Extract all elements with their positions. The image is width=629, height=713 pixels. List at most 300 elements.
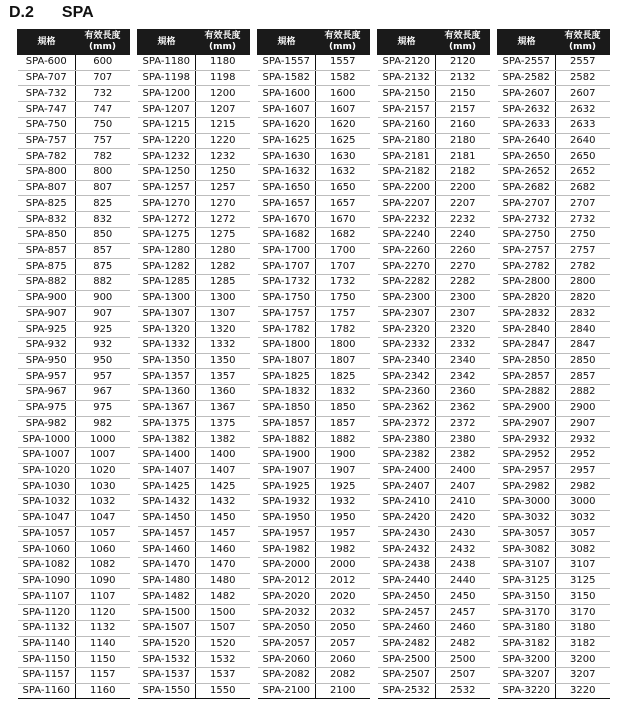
table-row [138,227,250,243]
length-cell: 2900 [556,400,610,416]
length-cell: 1732 [316,275,370,291]
length-header-unit: (mm) [569,42,596,52]
spec-cell: SPA-1932 [258,495,316,511]
table-row [378,196,490,212]
spec-cell: SPA-2082 [258,668,316,684]
length-cell: 2340 [436,353,490,369]
spec-cell: SPA-2182 [378,165,436,181]
length-cell: 1850 [316,400,370,416]
length-cell: 2082 [316,668,370,684]
spec-cell: SPA-1140 [18,636,76,652]
header-row [498,30,610,55]
length-cell: 1450 [196,510,250,526]
length-cell: 2650 [556,149,610,165]
spec-cell: SPA-925 [18,322,76,338]
table-row [378,605,490,621]
spec-cell: SPA-2120 [378,55,436,71]
spec-cell: SPA-750 [18,117,76,133]
table-row [138,447,250,463]
spec-cell: SPA-1157 [18,668,76,684]
length-cell: 2607 [556,86,610,102]
length-cell: 2847 [556,337,610,353]
table-row [498,416,610,432]
table-row [18,589,130,605]
spec-cell: SPA-2050 [258,620,316,636]
length-cell: 1825 [316,369,370,385]
length-cell: 857 [76,243,130,259]
length-cell: 1800 [316,337,370,353]
spec-cell: SPA-2012 [258,573,316,589]
length-cell: 1982 [316,542,370,558]
header-row [378,30,490,55]
table-row [378,212,490,228]
table-row [378,337,490,353]
length-cell: 3220 [556,683,610,699]
table-row [18,558,130,574]
table-row [258,416,370,432]
spec-cell: SPA-1607 [258,102,316,118]
table-row [378,447,490,463]
spec-cell: SPA-1682 [258,227,316,243]
spec-cell: SPA-2432 [378,542,436,558]
table-row [138,290,250,306]
header-row [258,30,370,55]
table-row [258,290,370,306]
length-cell: 1900 [316,447,370,463]
length-cell: 2320 [436,322,490,338]
table-row [498,306,610,322]
length-cell: 2200 [436,180,490,196]
spec-cell: SPA-1350 [138,353,196,369]
length-cell: 2240 [436,227,490,243]
table-row [498,117,610,133]
spec-cell: SPA-1215 [138,117,196,133]
length-cell: 1957 [316,526,370,542]
table-row [258,322,370,338]
spec-cell: SPA-1425 [138,479,196,495]
table-row [498,620,610,636]
spec-cell: SPA-1232 [138,149,196,165]
table-row [18,620,130,636]
spec-cell: SPA-2707 [498,196,556,212]
table-row [18,212,130,228]
length-cell: 2840 [556,322,610,338]
table-row [18,133,130,149]
length-cell: 2557 [556,55,610,71]
length-column-header [196,30,250,55]
spec-cell: SPA-1057 [18,526,76,542]
table-row [378,227,490,243]
spec-cell: SPA-1800 [258,337,316,353]
length-cell: 1060 [76,542,130,558]
spec-cell: SPA-1550 [138,683,196,699]
length-cell: 1232 [196,149,250,165]
table-row [138,526,250,542]
spec-cell: SPA-2032 [258,605,316,621]
length-cell: 2032 [316,605,370,621]
length-cell: 800 [76,165,130,181]
length-cell: 975 [76,400,130,416]
spec-cell: SPA-732 [18,86,76,102]
spec-cell: SPA-1332 [138,337,196,353]
spec-cell: SPA-2100 [258,683,316,699]
length-cell: 1750 [316,290,370,306]
spec-cell: SPA-1470 [138,558,196,574]
length-cell: 1857 [316,416,370,432]
length-column-header [436,30,490,55]
length-cell: 2782 [556,259,610,275]
spec-column-header: 規格 [138,30,196,55]
length-cell: 757 [76,133,130,149]
spec-cell: SPA-2407 [378,479,436,495]
table-row [258,385,370,401]
table-row [258,227,370,243]
table-row [498,70,610,86]
length-cell: 2207 [436,196,490,212]
length-cell: 2400 [436,463,490,479]
spec-column-header: 規格 [498,30,556,55]
spec-cell: SPA-3082 [498,542,556,558]
length-cell: 1757 [316,306,370,322]
length-cell: 2882 [556,385,610,401]
spec-cell: SPA-3180 [498,620,556,636]
table-row [138,353,250,369]
table-row [378,306,490,322]
length-cell: 750 [76,117,130,133]
length-cell: 832 [76,212,130,228]
length-cell: 3180 [556,620,610,636]
spec-cell: SPA-950 [18,353,76,369]
spec-cell: SPA-1957 [258,526,316,542]
spec-cell: SPA-1757 [258,306,316,322]
spec-cell: SPA-1825 [258,369,316,385]
spec-cell: SPA-600 [18,55,76,71]
table-row [18,117,130,133]
spec-cell: SPA-975 [18,400,76,416]
length-cell: 1470 [196,558,250,574]
spec-cell: SPA-1090 [18,573,76,589]
table-row [378,149,490,165]
length-header-line1: 有效長度 [204,31,241,41]
length-cell: 1150 [76,652,130,668]
table-row [138,400,250,416]
spec-cell: SPA-1207 [138,102,196,118]
length-cell: 1630 [316,149,370,165]
length-cell: 825 [76,196,130,212]
length-cell: 1047 [76,510,130,526]
table-row [138,652,250,668]
table-row [138,337,250,353]
spec-cell: SPA-2532 [378,683,436,699]
table-row [498,149,610,165]
table-row [258,589,370,605]
spec-cell: SPA-2157 [378,102,436,118]
spec-cell: SPA-2650 [498,149,556,165]
length-cell: 1090 [76,573,130,589]
spec-cell: SPA-3150 [498,589,556,605]
length-cell: 1360 [196,385,250,401]
length-cell: 925 [76,322,130,338]
length-header-unit: (mm) [89,42,116,52]
table-row [18,86,130,102]
spec-cell: SPA-2340 [378,353,436,369]
length-cell: 950 [76,353,130,369]
spec-cell: SPA-2000 [258,558,316,574]
table-row [258,259,370,275]
spec-cell: SPA-1060 [18,542,76,558]
length-cell: 2132 [436,70,490,86]
table-row [18,337,130,353]
spec-cell: SPA-800 [18,165,76,181]
spec-cell: SPA-1600 [258,86,316,102]
table-row [378,416,490,432]
spec-cell: SPA-882 [18,275,76,291]
spec-cell: SPA-1657 [258,196,316,212]
spec-cell: SPA-757 [18,133,76,149]
length-cell: 2750 [556,227,610,243]
section-title: SPA [61,4,94,21]
length-cell: 1625 [316,133,370,149]
spec-cell: SPA-2932 [498,432,556,448]
spec-cell: SPA-2438 [378,558,436,574]
table-row [138,605,250,621]
length-cell: 1300 [196,290,250,306]
table-row [498,275,610,291]
table-row [138,369,250,385]
length-cell: 1382 [196,432,250,448]
spec-cell: SPA-3170 [498,605,556,621]
table-row [378,117,490,133]
table-row [378,510,490,526]
spec-cell: SPA-2800 [498,275,556,291]
length-column-header [316,30,370,55]
length-cell: 1632 [316,165,370,181]
table-row [18,510,130,526]
table-row [378,322,490,338]
spec-cell: SPA-1900 [258,447,316,463]
length-cell: 982 [76,416,130,432]
table-row [18,306,130,322]
spec-cell: SPA-1582 [258,70,316,86]
table-row [258,683,370,699]
length-cell: 1375 [196,416,250,432]
spec-cell: SPA-1132 [18,620,76,636]
spec-cell: SPA-1272 [138,212,196,228]
table-row [378,102,490,118]
table-row [18,55,130,71]
length-header-unit: (mm) [329,42,356,52]
table-row [498,589,610,605]
spec-cell: SPA-1480 [138,573,196,589]
spec-cell: SPA-932 [18,337,76,353]
table-row [18,463,130,479]
length-cell: 2020 [316,589,370,605]
length-cell: 782 [76,149,130,165]
spec-cell: SPA-1850 [258,400,316,416]
length-cell: 1457 [196,526,250,542]
table-row [498,447,610,463]
spec-cell: SPA-2320 [378,322,436,338]
length-cell: 2120 [436,55,490,71]
table-row [378,542,490,558]
length-cell: 1120 [76,605,130,621]
length-cell: 2282 [436,275,490,291]
spec-cell: SPA-1030 [18,479,76,495]
table-row [258,432,370,448]
table-row [18,495,130,511]
length-cell: 2332 [436,337,490,353]
spec-cell: SPA-825 [18,196,76,212]
spec-cell: SPA-2380 [378,432,436,448]
table-row [498,369,610,385]
table-row [258,55,370,71]
table-row [498,86,610,102]
spec-cell: SPA-1457 [138,526,196,542]
length-cell: 2012 [316,573,370,589]
length-cell: 2982 [556,479,610,495]
spec-cell: SPA-2582 [498,70,556,86]
spec-cell: SPA-2282 [378,275,436,291]
table-row [138,117,250,133]
spec-cell: SPA-2900 [498,400,556,416]
spec-cell: SPA-2342 [378,369,436,385]
table-row [498,180,610,196]
length-cell: 1032 [76,495,130,511]
table-row [498,479,610,495]
length-cell: 2300 [436,290,490,306]
spec-cell: SPA-747 [18,102,76,118]
spec-cell: SPA-1625 [258,133,316,149]
table-row [258,243,370,259]
spec-cell: SPA-1482 [138,589,196,605]
length-cell: 900 [76,290,130,306]
length-cell: 1700 [316,243,370,259]
length-cell: 1357 [196,369,250,385]
table-row [378,86,490,102]
table-row [258,558,370,574]
spec-cell: SPA-1407 [138,463,196,479]
spec-cell: SPA-2847 [498,337,556,353]
length-cell: 1407 [196,463,250,479]
table-row [138,86,250,102]
table-row [258,510,370,526]
length-cell: 2707 [556,196,610,212]
spec-cell: SPA-1220 [138,133,196,149]
spec-cell: SPA-1707 [258,259,316,275]
table-row [18,636,130,652]
spec-cell: SPA-1320 [138,322,196,338]
spec-cell: SPA-2633 [498,117,556,133]
length-cell: 3182 [556,636,610,652]
table-row [138,243,250,259]
length-cell: 600 [76,55,130,71]
spec-cell: SPA-1750 [258,290,316,306]
length-cell: 2380 [436,432,490,448]
header-row [18,30,130,55]
table-row [498,243,610,259]
table-row [18,290,130,306]
table-row [258,463,370,479]
length-cell: 3125 [556,573,610,589]
table-row [138,133,250,149]
spec-cell: SPA-1537 [138,668,196,684]
length-cell: 2482 [436,636,490,652]
length-cell: 882 [76,275,130,291]
length-header-line1: 有效長度 [564,31,601,41]
length-cell: 3207 [556,668,610,684]
spec-cell: SPA-2300 [378,290,436,306]
length-cell: 1030 [76,479,130,495]
table-row [18,70,130,86]
spec-cell: SPA-2440 [378,573,436,589]
table-row [138,668,250,684]
table-row [498,573,610,589]
length-cell: 850 [76,227,130,243]
table-row [258,668,370,684]
spec-cell: SPA-1375 [138,416,196,432]
spec-cell: SPA-2457 [378,605,436,621]
spec-cell: SPA-1107 [18,589,76,605]
length-cell: 1807 [316,353,370,369]
spec-cell: SPA-1400 [138,447,196,463]
length-cell: 1682 [316,227,370,243]
table-row [378,652,490,668]
table-row [378,165,490,181]
spec-cell: SPA-1532 [138,652,196,668]
spec-cell: SPA-850 [18,227,76,243]
length-cell: 1782 [316,322,370,338]
length-cell: 1367 [196,400,250,416]
length-cell: 1650 [316,180,370,196]
spec-cell: SPA-2840 [498,322,556,338]
table-row [18,102,130,118]
length-cell: 2232 [436,212,490,228]
spec-cell: SPA-2500 [378,652,436,668]
spec-cell: SPA-2460 [378,620,436,636]
length-cell: 1600 [316,86,370,102]
length-cell: 2820 [556,290,610,306]
table-row [378,243,490,259]
table-row [498,605,610,621]
spec-cell: SPA-3182 [498,636,556,652]
table-row [258,337,370,353]
length-cell: 2360 [436,385,490,401]
spec-cell: SPA-2430 [378,526,436,542]
table-row [258,479,370,495]
table-row [18,526,130,542]
spec-cell: SPA-1257 [138,180,196,196]
table-row [378,558,490,574]
table-row [498,212,610,228]
length-cell: 1180 [196,55,250,71]
length-cell: 2440 [436,573,490,589]
table-row [498,133,610,149]
length-cell: 747 [76,102,130,118]
spec-cell: SPA-2850 [498,353,556,369]
spec-cell: SPA-1020 [18,463,76,479]
length-header-line1: 有效長度 [444,31,481,41]
table-row [18,353,130,369]
spec-cell: SPA-2732 [498,212,556,228]
table-row [18,196,130,212]
spec-cell: SPA-1882 [258,432,316,448]
spec-cell: SPA-957 [18,369,76,385]
length-cell: 2342 [436,369,490,385]
length-cell: 2307 [436,306,490,322]
table-row [18,432,130,448]
table-row [378,668,490,684]
table-row [498,322,610,338]
